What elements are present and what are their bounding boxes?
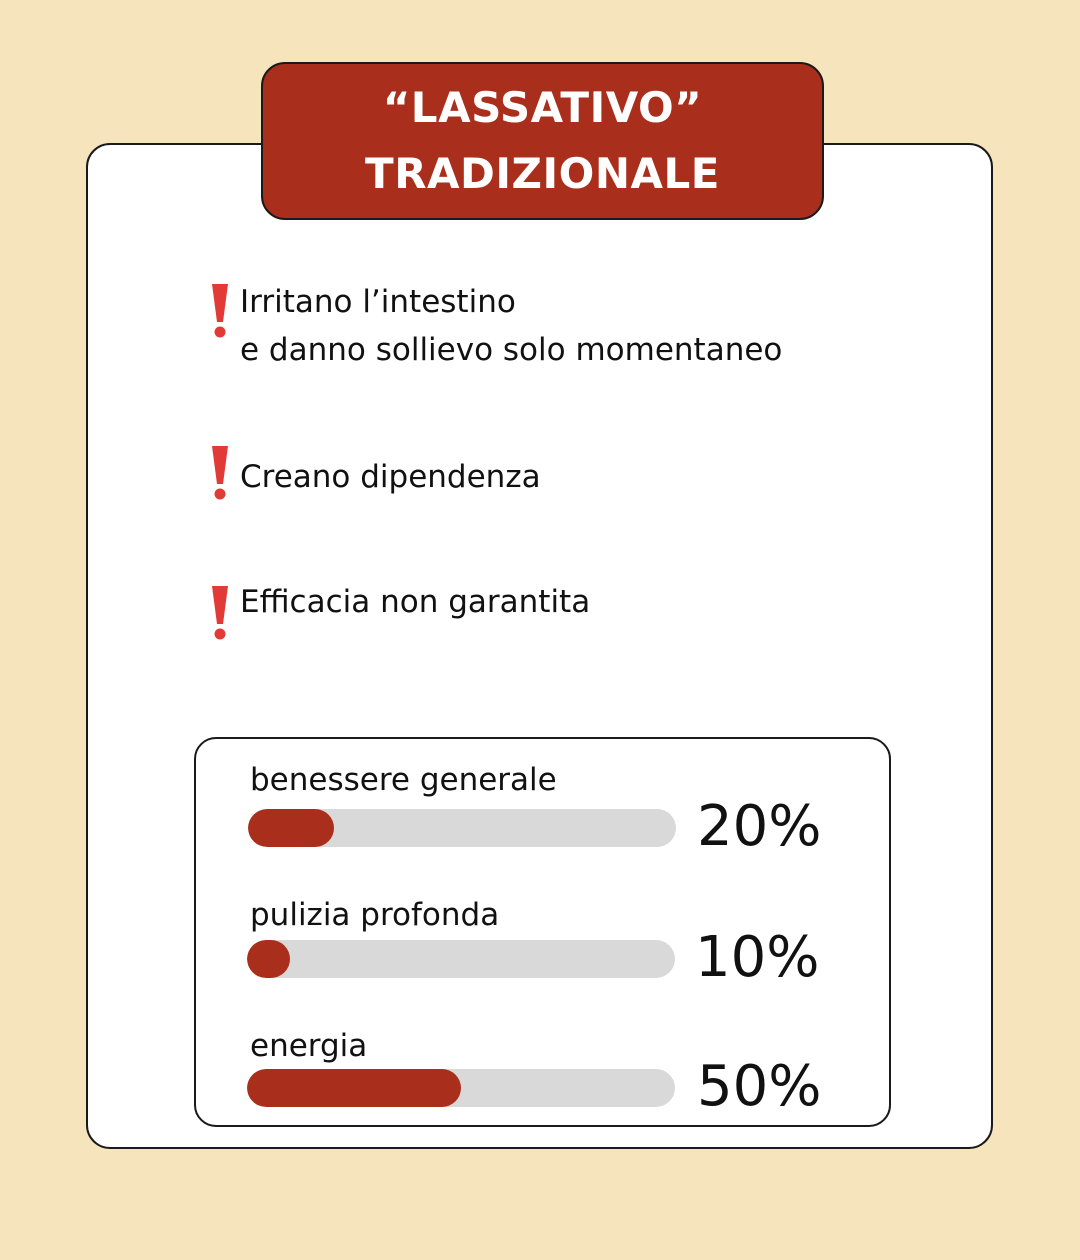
stat-label-pulizia: pulizia profonda (250, 897, 500, 933)
warning-point-2 (200, 444, 541, 502)
stat-percent-benessere: 20% (697, 794, 822, 859)
title-banner (261, 62, 824, 220)
stat-bar-benessere (248, 809, 676, 847)
exclamation-icon (200, 584, 240, 642)
exclamation-icon (200, 444, 240, 502)
warning-point-1-line-1: Irritano l’intestino (240, 284, 516, 320)
stat-bar-fill-pulizia (247, 940, 290, 978)
warning-point-3-line-1: Efficacia non garantita (240, 584, 591, 620)
title-line-2: TRADIZIONALE (365, 149, 720, 198)
warning-point-2-line-1: Creano dipendenza (240, 459, 541, 495)
title-line-1: “LASSATIVO” (382, 83, 703, 132)
stat-bar-pulizia (247, 940, 675, 978)
stat-bar-energia (247, 1069, 675, 1107)
exclamation-icon (200, 282, 240, 340)
stat-label-benessere: benessere generale (250, 762, 557, 798)
warning-point-3 (200, 584, 590, 642)
stat-label-energia: energia (250, 1028, 368, 1064)
stat-percent-energia: 50% (697, 1054, 822, 1119)
stat-bar-fill-benessere (248, 809, 334, 847)
stat-bar-fill-energia (247, 1069, 461, 1107)
warning-point-2-text (240, 453, 541, 501)
stat-percent-pulizia: 10% (695, 925, 820, 990)
warning-point-1 (200, 282, 782, 374)
warning-point-1-line-2: e danno sollievo solo momentaneo (240, 332, 783, 368)
warning-point-3-text (240, 578, 590, 626)
warning-point-1-text (240, 278, 782, 374)
